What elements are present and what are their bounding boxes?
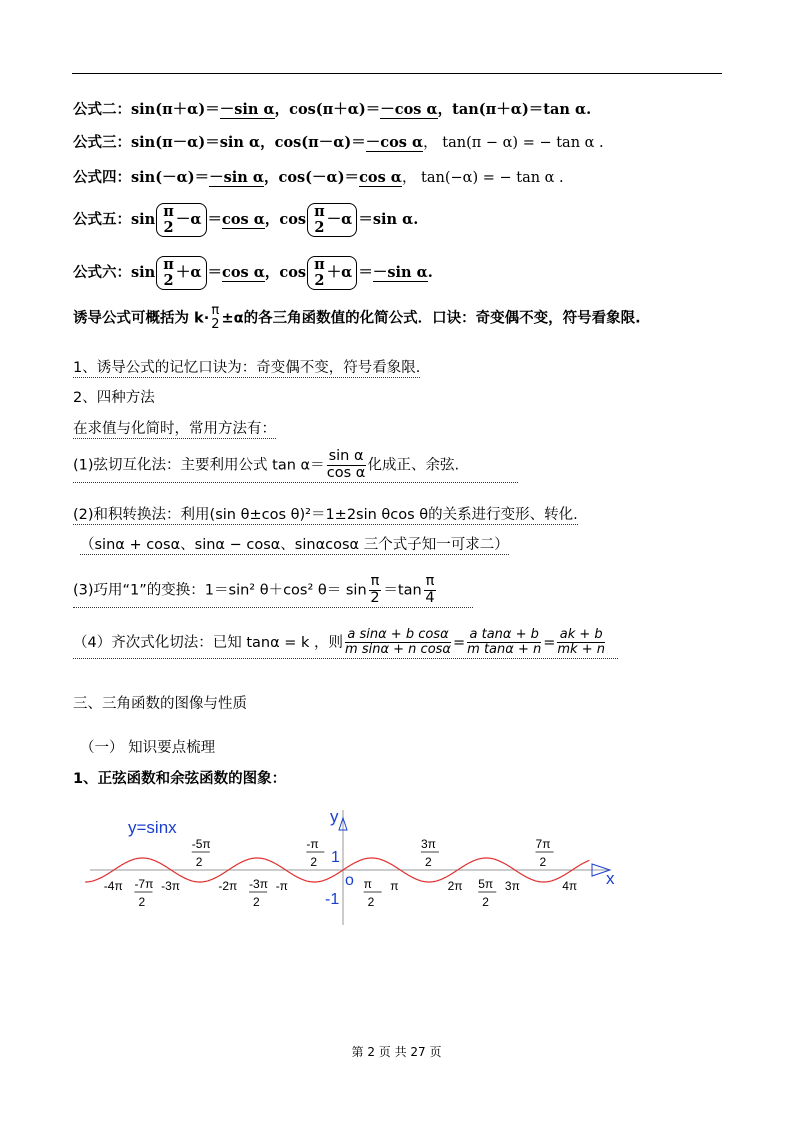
frac-num: π	[314, 203, 325, 220]
x-frac-tick-den: 2	[310, 855, 318, 869]
x-frac-tick-num: -7π	[134, 877, 154, 891]
paren-group	[156, 203, 206, 237]
equals-sign: =	[543, 634, 556, 651]
formula-text: －α	[326, 210, 353, 228]
frac-den: 2	[314, 218, 325, 236]
formula-text: sin(－α)＝	[131, 169, 210, 186]
origin-label: o	[345, 872, 354, 889]
method-text: （4）齐次式化切法：已知 tanα = k ，则	[73, 634, 344, 651]
formula-text: sin(π＋α)＝	[131, 101, 220, 118]
frac-num: a tanα + b	[467, 628, 541, 643]
formula-text: ， tan(−α) = − tan α .	[401, 170, 564, 186]
page-footer: 第 2 页 共 27 页	[351, 1045, 442, 1059]
x-frac-tick-den: 2	[539, 855, 547, 869]
x-frac-tick-den: 2	[482, 895, 489, 909]
formula-text: ＝	[358, 263, 373, 281]
frac-num: a sinα + b cosα	[345, 628, 451, 643]
sine-graph	[80, 800, 720, 930]
equals-sign: =	[453, 634, 466, 651]
x-tick-label: π	[390, 879, 399, 893]
formula-answer: －cos α	[365, 134, 424, 151]
sine-cosine-heading: 1、正弦函数和余弦函数的图象：	[73, 771, 287, 787]
x-frac-tick-num: -π	[306, 837, 319, 851]
graph-title: y=sinx	[128, 818, 177, 837]
method-text: ＝tan	[383, 582, 422, 599]
frac-num: π	[163, 256, 174, 273]
method-text: (1)弦切互化法：主要利用公式 tan α＝	[73, 457, 325, 474]
x-tick-label: -π	[275, 879, 288, 893]
method-text: (3)巧用“1”的变换：1＝sin² θ＋cos² θ＝ sin	[73, 582, 367, 599]
summary-text: ±α的各三角函数值的化简公式．口诀：奇变偶不变，符号看象限.	[221, 310, 641, 327]
method-text: 化成正、余弦.	[367, 457, 460, 474]
y-one-label: 1	[331, 849, 340, 866]
frac-den: cos α	[326, 464, 366, 481]
formula-text: ＝	[207, 263, 223, 281]
x-frac-tick-num: -3π	[249, 877, 269, 891]
formula-text: ， tan(π − α) = − tan α .	[423, 135, 604, 151]
formula-text: ，tan(π＋α)＝tan α.	[437, 101, 592, 118]
x-frac-tick-den: 2	[424, 855, 432, 869]
summary-text: 诱导公式可概括为 k·	[73, 310, 210, 327]
formula-text: sin(π－α)＝sin α，cos(π－α)＝	[131, 134, 366, 151]
formula-text: .	[427, 263, 433, 281]
frac-num: π	[425, 573, 435, 589]
method-2-note: （sinα + cosα、sinα − cosα、sinαcosα 三个式子知一可求二）	[80, 533, 509, 555]
formula-text: ＝sin α.	[358, 210, 419, 228]
formula-2	[73, 98, 591, 119]
x-tick-label: 2π	[447, 879, 463, 893]
method-1	[73, 449, 518, 483]
x-frac-tick-den: 2	[195, 855, 203, 869]
formula-text: sin	[131, 210, 156, 228]
y-neg-one-label: -1	[325, 891, 340, 908]
frac-den: 2	[211, 317, 220, 333]
formula-label: 公式五：	[73, 211, 131, 228]
formula-3	[73, 131, 604, 152]
frac-num: π	[211, 303, 220, 318]
frac-den: 2	[163, 218, 174, 236]
frac-den: 2	[314, 271, 325, 289]
point-1: 1、诱导公式的记忆口诀为：奇变偶不变，符号看象限.	[73, 356, 420, 378]
frac-num: sin α	[328, 448, 364, 464]
formula-answer: cos α	[222, 210, 265, 228]
x-axis-label: x	[606, 869, 615, 888]
formula-text: ，cos	[264, 263, 307, 281]
formula-answer: cos α	[359, 169, 402, 186]
formula-text: －α	[175, 210, 202, 228]
formula-6	[73, 256, 433, 290]
x-frac-tick-den: 2	[253, 895, 260, 909]
frac-den: 2	[163, 271, 174, 289]
paren-group	[156, 256, 206, 290]
frac-num: π	[314, 256, 325, 273]
frac-num: ak + b	[557, 628, 605, 643]
section-3-heading: 三、三角函数的图像与性质	[73, 696, 247, 712]
formula-text: ＋α	[175, 263, 202, 281]
x-tick-label: -2π	[218, 879, 238, 893]
formula-label: 公式四：	[73, 170, 131, 186]
point-2: 2、四种方法	[73, 390, 155, 406]
paren-group	[307, 203, 357, 237]
formula-answer: cos α	[222, 263, 265, 281]
x-tick-label: 3π	[504, 879, 520, 893]
frac-num: π	[370, 573, 380, 589]
frac-den: mk + n	[557, 642, 605, 658]
x-frac-tick-num: 3π	[420, 837, 436, 851]
formula-4	[73, 166, 564, 187]
summary-line	[73, 304, 641, 333]
formula-text: ，cos	[264, 210, 307, 228]
subsection-1-heading: （一） 知识要点梳理	[80, 740, 216, 756]
x-frac-tick-num: π	[363, 877, 372, 891]
method-4	[73, 628, 618, 659]
formula-answer: －sin α	[219, 101, 275, 118]
x-frac-tick-den: 2	[367, 895, 375, 909]
x-frac-tick-num: 7π	[535, 837, 551, 851]
formula-text: sin	[131, 263, 156, 281]
formula-text: ＝	[207, 210, 223, 228]
formula-text: ，cos(π＋α)＝	[274, 101, 381, 118]
frac-num: π	[163, 203, 174, 220]
formula-label: 公式六：	[73, 264, 131, 281]
x-frac-tick-num: 5π	[478, 877, 494, 891]
x-frac-tick-num: -5π	[191, 837, 211, 851]
point-3: 在求值与化简时，常用方法有：	[73, 417, 276, 439]
formula-label: 公式二：	[73, 102, 131, 118]
formula-answer: －cos α	[380, 101, 438, 118]
frac-den: m tanα + n	[467, 642, 542, 658]
frac-den: m sinα + n cosα	[345, 642, 451, 658]
formula-answer: －sin α	[209, 169, 265, 186]
x-tick-label: -3π	[161, 879, 181, 893]
paren-group	[307, 256, 357, 290]
formula-text: ，cos(－α)＝	[264, 169, 360, 186]
frac-den: 4	[425, 589, 435, 606]
header-rule	[72, 73, 722, 74]
x-tick-label: -4π	[103, 879, 123, 893]
x-frac-tick-den: 2	[138, 895, 146, 909]
method-2: (2)和积转换法：利用(sin θ±cos θ)²＝1±2sin θcos θ的关系进行变形、转化.	[73, 503, 578, 525]
formula-text: ＋α	[326, 263, 353, 281]
y-axis-label: y	[330, 807, 339, 826]
formula-answer: －sin α	[372, 263, 428, 281]
formula-label: 公式三：	[73, 135, 131, 151]
x-tick-label: 4π	[562, 879, 578, 893]
frac-den: 2	[370, 589, 380, 606]
method-3	[73, 574, 473, 608]
formula-5	[73, 203, 418, 237]
